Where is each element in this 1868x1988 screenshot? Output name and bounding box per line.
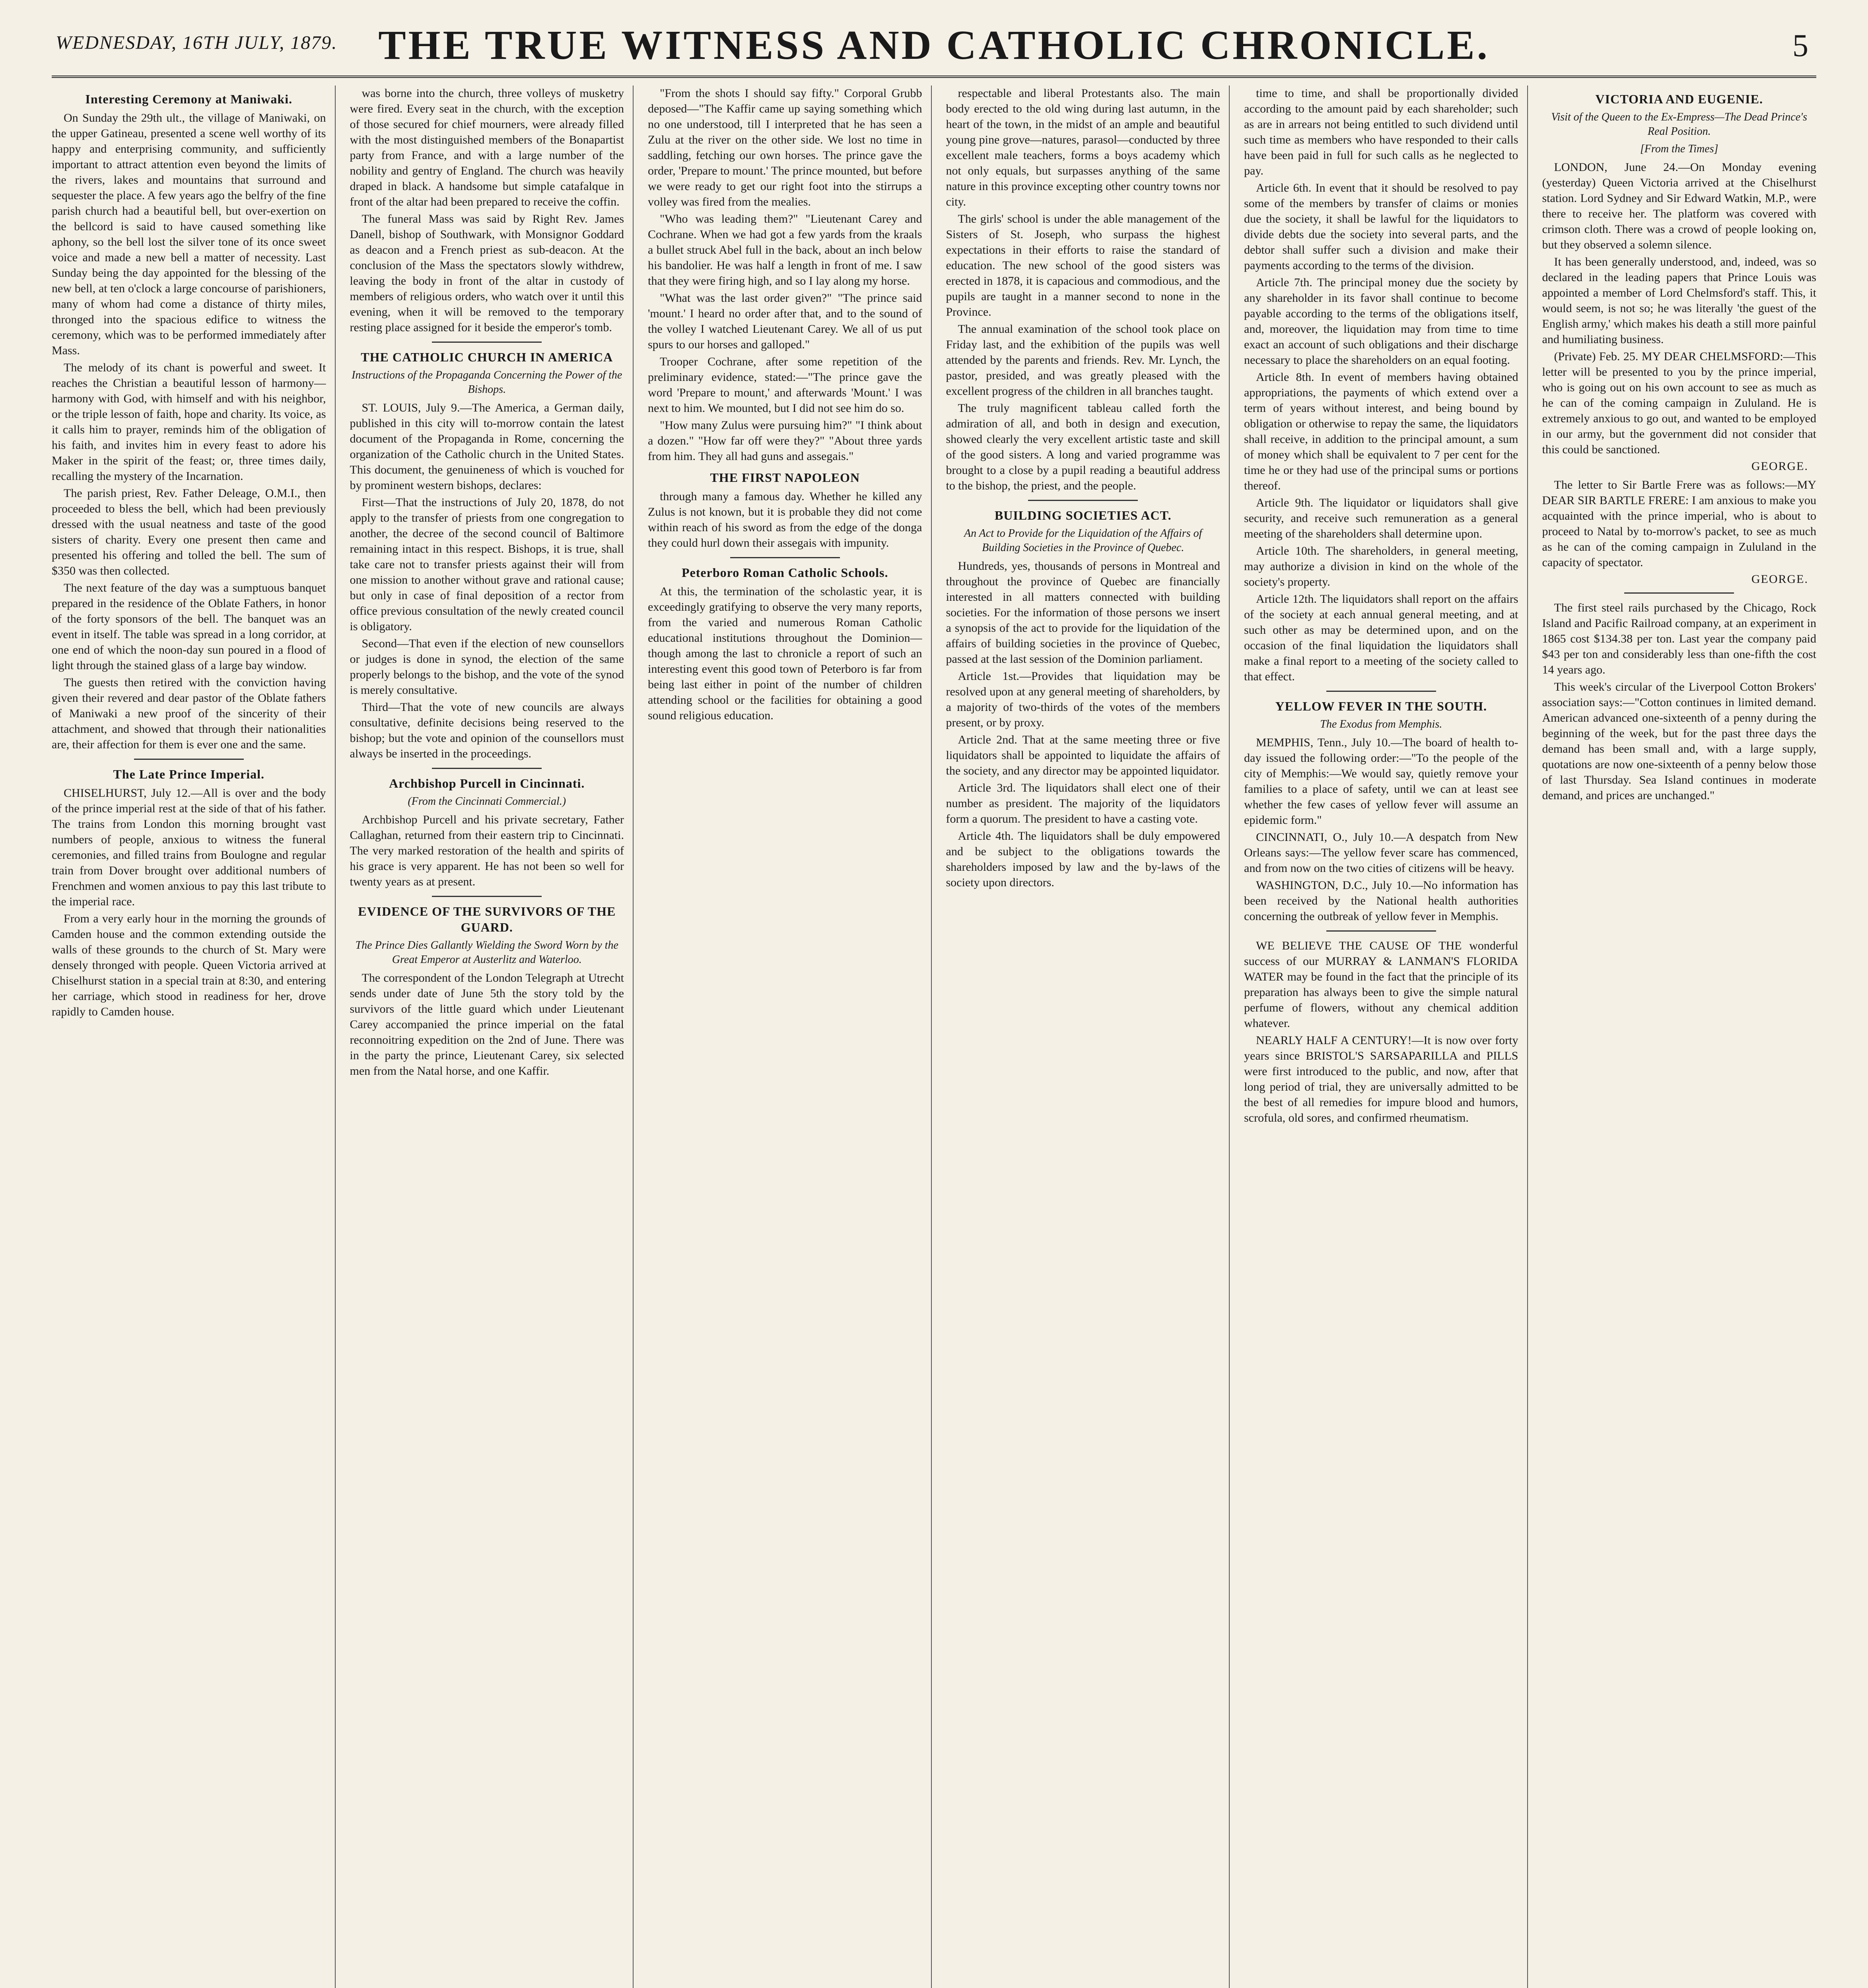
divider <box>432 896 542 897</box>
paragraph: The annual examination of the school took place on Friday last, and the exhibition of the pupils was well attended by the parents and friends. Rev. Mr. Lynch, the pastor, presided, and was greatly pleased with the excellent progress of the children in all branches taught. <box>946 322 1220 398</box>
paragraph: (Private) Feb. 25. MY DEAR CHELMSFORD:—This letter will be presented to you by the prince imperial, who is going out on his own account to see as much as he can of the coming campaign in Zululand. He is extremely anxious to go out, and wanted to be employed in our army, but the government did not consider that this could be sanctioned. <box>1542 350 1816 456</box>
column-5 <box>1244 85 1528 1988</box>
article-subheading: The Prince Dies Gallantly Wielding the Sword Worn by the Great Emperor at Austerlitz and Waterloo. <box>355 939 618 966</box>
article-subheading: The Exodus from Memphis. <box>1320 718 1442 730</box>
letter-signature: GEORGE. <box>1751 573 1808 586</box>
masthead <box>52 16 1816 78</box>
paragraph: Archbishop Purcell and his private secretary, Father Callaghan, returned from their eastern trip to Cincinnati. The very marked restoration of the health and spirits of his grace is very apparent. He has not been so well for twenty years as at present. <box>350 813 624 888</box>
article-heading: VICTORIA AND EUGENIE. <box>1595 92 1763 106</box>
article-heading: The Late Prince Imperial. <box>113 767 264 781</box>
paragraph: From a very early hour in the morning the grounds of Camden house and the common extending outside the walls of these grounds to the church of St. Mary were densely thronged with people. Queen Victoria arrived at Chiselhurst station in a special train at 8:30, and entering her carriage, which stood in readiness for her, drove rapidly to Camden house. <box>52 912 326 1018</box>
paragraph: CHISELHURST, July 12.—All is over and the body of the prince imperial rest at the side of that of his father. The trains from London this morning brought vast numbers of people, anxious to witness the funeral ceremonies, and filled trains from Boulogne and regular train from Dover brought over additional numbers of Frenchmen and women anxious to pay this last tribute to the imperial race. <box>52 786 326 908</box>
article-heading: EVIDENCE OF THE SURVIVORS OF THE GUARD. <box>358 904 616 934</box>
paragraph: Second—That even if the election of new counsellors or judges is done in synod, the election of the same properly belongs to the bishop, and the vote of the synod is merely consultative. <box>350 637 624 697</box>
column-6 <box>1542 85 1817 1988</box>
paragraph: It has been generally understood, and, indeed, was so declared in the leading papers that Prince Louis was appointed a member of Lord Chelmsford's staff. This, it would seem, is not so; he was literally 'the guest of the English army,' which makes his death a still more painful and humiliating business. <box>1542 255 1816 346</box>
page-number: 5 <box>1792 28 1808 63</box>
article-source: [From the Times] <box>1640 143 1718 155</box>
article-heading: THE FIRST NAPOLEON <box>710 470 860 485</box>
paragraph: The guests then retired with the conviction having given their revered and dear pastor of the Oblate fathers of Maniwaki a new proof of the sincerity of their attachment, and showed that through their nationalities are, their affection for them is ever one and the same. <box>52 676 326 751</box>
paragraph: The funeral Mass was said by Right Rev. James Danell, bishop of Southwark, with Monsignor Goddard as deacon and a French priest as sub-deacon. At the conclusion of the Mass the spectators slowly withdrew, leaving the body in front of the altar in custody of members of religious orders, who watch over it until this evening, when it will be removed to the temporary resting place assigned for it beside the emperor's tomb. <box>350 212 624 334</box>
article-heading: Peterboro Roman Catholic Schools. <box>682 565 888 580</box>
article-heading: YELLOW FEVER IN THE SOUTH. <box>1275 699 1487 713</box>
paragraph: The girls' school is under the able management of the Sisters of St. Joseph, who surpass the highest expectations in their efforts to raise the standard of education. The new school of the good sisters was erected in 1878, it is capacious and commodious, and the pupils are taught in a manner second to none in the Province. <box>946 212 1220 318</box>
paragraph: The letter to Sir Bartle Frere was as follows:—MY DEAR SIR BARTLE FRERE: I am anxious to make you acquainted with the prince imperial, who is about to proceed to Natal by to-morrow's packet, to see as much as he can of the coming campaign in Zululand in the capacity of spectator. <box>1542 478 1816 569</box>
letter-signature: GEORGE. <box>1751 460 1808 473</box>
article-subheading: An Act to Provide for the Liquidation of the Affairs of Building Societies in the Province of Quebec. <box>964 527 1202 554</box>
article-heading: Interesting Ceremony at Maniwaki. <box>85 92 293 106</box>
column-4 <box>946 85 1230 1988</box>
article-subheading: (From the Cincinnati Commercial.) <box>408 795 566 808</box>
columns <box>52 85 1816 1988</box>
column-3 <box>648 85 932 1988</box>
paragraph: Article 6th. In event that it should be resolved to pay some of the members by transfer of claims or monies due the society, it shall be lawful for the liquidators to divide debts due the society into several parts, and the debtor shall suffer such a division and make their payments according to the terms of the division. <box>1244 181 1518 272</box>
divider <box>1624 592 1734 594</box>
paragraph: Hundreds, yes, thousands of persons in Montreal and throughout the province of Quebec are financially interested in all matters connected with building societies. For the information of those persons we insert a synopsis of the act to provide for the liquidation of the affairs of building societies in the province of Quebec, passed at the last session of the Dominion parliament. <box>946 559 1220 666</box>
paragraph: ST. LOUIS, July 9.—The America, a German daily, published in this city will to-morrow contain the latest document of the Propaganda in Rome, concerning the organization of the Catholic church in the United States. This document, the genuineness of which is vouched for by prominent western bishops, declares: <box>350 401 624 492</box>
paragraph: "What was the last order given?" "The prince said 'mount.' I heard no order after that, and to the sound of the volley I watched Lieutenant Carey. We all of us put spurs to our horses and galloped." <box>648 291 922 351</box>
article-heading: BUILDING SOCIETIES ACT. <box>994 508 1172 522</box>
paragraph: Trooper Cochrane, after some repetition of the preliminary evidence, stated:—"The prince gave the word 'Prepare to mount,' and afterwards 'Mount.' I was next to him. We mounted, but I did not see him do so. <box>648 355 922 415</box>
paragraph: First—That the instructions of July 20, 1878, do not apply to the transfer of priests from one congregation to another, the decree of the second council of Baltimore remaining intact in this respect. Bishops, it is true, shall take care not to transfer priests against their will from one mission to another without grave and rational cause; but only in case of final deposition of a rector from office previous consultation of the newly created council is obligatory. <box>350 496 624 633</box>
paragraph: The correspondent of the London Telegraph at Utrecht sends under date of June 5th the story told by the survivors of the little guard which under Lieutenant Carey accompanied the prince imperial on the fatal reconnoitring expedition on the 2nd of June. There was in the party the prince, Lieutenant Carey, six selected men from the Natal horse, and one Kaffir. <box>350 971 624 1077</box>
newspaper-title: THE TRUE WITNESS AND CATHOLIC CHRONICLE. <box>378 22 1490 68</box>
article-subheading: Instructions of the Propaganda Concerning the Power of the Bishops. <box>352 369 622 396</box>
paragraph: Article 4th. The liquidators shall be duly empowered and be subject to the obligations towards the shareholders imposed by law and the by-laws of the society upon directors. <box>946 829 1220 889</box>
paragraph: Article 7th. The principal money due the society by any shareholder in its favor shall continue to become payable according to the terms of the obligations itself, and, moreover, the liquidation may from time to time exact an account of such obligations and their discharge necessary to place the shareholders on an equal footing. <box>1244 276 1518 367</box>
paragraph: "How many Zulus were pursuing him?" "I think about a dozen." "How far off were they?" "About three yards from him. They all had guns and assegais." <box>648 419 922 463</box>
advertisement: WE BELIEVE THE CAUSE OF THE wonderful success of our MURRAY & LANMAN'S FLORIDA WATER may be found in the fact that the principle of its preparation has always been to give the simple natural perfume of flowers, without any chemical addition whatever. <box>1244 939 1518 1030</box>
paragraph: LONDON, June 24.—On Monday evening (yesterday) Queen Victoria arrived at the Chiselhurst station. Lord Sydney and Sir Edward Watkin, M.P., were there to receive her. The platform was covered with crimson cloth. There was a crowd of people looking on, but they observed a solemn silence. <box>1542 161 1816 251</box>
paragraph: At this, the termination of the scholastic year, it is exceedingly gratifying to observe the very many reports, from the varied and numerous Roman Catholic educational institutions throughout the Dominion—though among the last to chronicle a report of such an interesting event this good town of Peterboro is far from being last either in point of the number of children attending school or the facilities for obtaining a good sound religious education. <box>648 585 922 722</box>
paragraph: MEMPHIS, Tenn., July 10.—The board of health to-day issued the following order:—"To the people of the city of Memphis:—We would say, quietly remove your families to a place of safety, until we can at least see whether the few cases of yellow fever will assume an epidemic form." <box>1244 736 1518 827</box>
article-subheading: Visit of the Queen to the Ex-Empress—The Dead Prince's Real Position. <box>1551 111 1808 138</box>
article-heading: THE CATHOLIC CHURCH IN AMERICA <box>361 350 613 364</box>
divider <box>730 557 840 558</box>
paragraph: respectable and liberal Protestants also. The main body erected to the old wing during last autumn, in the heart of the town, in the midst of an ample and beautiful young pine grove—natures, parasol—conducted by three excellent male teachers, forms a boys academy which not only equals, but surpasses anything of the same nature in this province excepting other country towns nor city. <box>946 87 1220 208</box>
paragraph: Article 3rd. The liquidators shall elect one of their number as president. The majority of the liquidators form a quorum. The president to have a casting vote. <box>946 781 1220 825</box>
divider <box>1326 691 1436 692</box>
paragraph: Article 12th. The liquidators shall report on the affairs of the society at each annual general meeting, and at such other as may be determined upon, and on the occasion of the final liquidation the liquidators shall make a final report to a meeting of the society called to that effect. <box>1244 592 1518 683</box>
paragraph: On Sunday the 29th ult., the village of Maniwaki, on the upper Gatineau, presented a scene well worthy of its happy and enterprising community, and sufficiently important to attract attention even beyond the limits of the rivers, lakes and mountains that surround and sequester the place. A few years ago the belfry of the fine parish church had a beautiful bell, but over-exertion on the bellcord is said to have caused something like aphony, so the bell lost the silver tone of its once sweet voice and made a new bell a matter of necessity. Last Sunday being the day appointed for the blessing of the new bell, at ten o'clock a large concourse of parishioners, many of whom had come a distance of thirty miles, thronged into the spacious edifice to witness the ceremony, which was to be performed immediately after Mass. <box>52 111 326 357</box>
column-2 <box>350 85 634 1988</box>
article-heading: Archbishop Purcell in Cincinnati. <box>389 776 585 790</box>
paragraph: Article 9th. The liquidator or liquidators shall give security, and receive such remuneration as a general meeting of the shareholders shall determine upon. <box>1244 496 1518 540</box>
paragraph: Article 8th. In event of members having obtained appropriations, the payments of which extend over a term of years without interest, and being bound by obligation or otherwise to repay the same, the liquidators shall receive, in addition to the principal amount, a sum of money which shall be equivalent to 7 per cent for the time he or they had use of the principal sums or portions thereof. <box>1244 371 1518 492</box>
paragraph: The truly magnificent tableau called forth the admiration of all, and both in design and execution, showed clearly the very excellent artistic taste and skill of the good sisters. A long and varied programme was brought to a close by a pupil reading a beautiful address to the bishop, the priest, and the people. <box>946 402 1220 492</box>
column-1 <box>52 85 336 1988</box>
divider <box>1326 930 1436 932</box>
paragraph: The parish priest, Rev. Father Deleage, O.M.I., then proceeded to bless the bell, which had been previously dressed with the usual neatness and taste of the good sisters of charity. Every one present then came and presented his offering and tolled the bell. The sum of $350 was then collected. <box>52 487 326 577</box>
divider <box>134 759 244 760</box>
paragraph: The next feature of the day was a sumptuous banquet prepared in the residence of the Oblate Fathers, in honor of the forty sponsors of the bell. The banquet was an event in itself. The table was spread in a long corridor, at one end of which the noon-day sun poured in a flood of light through the stained glass of a large bay window. <box>52 581 326 672</box>
paragraph: The melody of its chant is powerful and sweet. It reaches the Christian a beautiful lesson of harmony—harmony with God, with himself and with his neighbor, or the triple lesson of faith, hope and charity. Its voice, as it calls him to prayer, reminds him of the obligation of his faith, and invites him in every feast to adore his Maker in the spirit of the feast; or, three times daily, recalling the mystery of the Incarnation. <box>52 361 326 483</box>
paragraph: time to time, and shall be proportionally divided according to the amount paid by each shareholder; such as are in arrears not being entitled to such dividend until such time as members who have responded to their calls have been paid in full for such calls as he neglected to pay. <box>1244 87 1518 177</box>
advertisement: NEARLY HALF A CENTURY!—It is now over forty years since BRISTOL'S SARSAPARILLA and PILLS were first introduced to the public, and now, after that long period of trial, they are universally admitted to be the best of all remedies for impure blood and humors, scrofula, old sores, and confirmed rheumatism. <box>1244 1034 1518 1124</box>
paragraph: The first steel rails purchased by the Chicago, Rock Island and Pacific Railroad company, at an experiment in 1865 cost $134.38 per ton. Last year the company paid $43 per ton and considerably less than one-fifth the cost 14 years ago. <box>1542 601 1816 676</box>
paragraph: CINCINNATI, O., July 10.—A despatch from New Orleans says:—The yellow fever scare has commenced, and from now on the two cities of citizens will be heavy. <box>1244 831 1518 875</box>
divider <box>432 342 542 343</box>
issue-date: WEDNESDAY, 16TH JULY, 1879. <box>56 32 338 53</box>
paragraph: Article 2nd. That at the same meeting three or five liquidators shall be appointed to liquidate the affairs of the society, and any director may be appointed liquidator. <box>946 733 1220 777</box>
divider <box>1028 500 1138 501</box>
paragraph: "Who was leading them?" "Lieutenant Carey and Cochrane. When we had got a few yards from the kraals a bullet struck Abel full in the back, about an inch below his bandolier. He was half a length in front of me. I saw that they were firing high, and so I lay along my horse. <box>648 212 922 287</box>
paragraph: "From the shots I should say fifty." Corporal Grubb deposed—"The Kaffir came up saying something which no one understood, till I interpreted that he has seen a Zulu at the river on the other side. We lost no time in saddling, fetching our own horses. The prince gave the order, 'Prepare to mount.' The prince mounted, but before we were ready to get our right foot into the stirrups a volley was fired from the mealies. <box>648 87 922 208</box>
paragraph: WASHINGTON, D.C., July 10.—No information has been received by the National health authorities concerning the outbreak of yellow fever in Memphis. <box>1244 879 1518 923</box>
paragraph: Article 10th. The shareholders, in general meeting, may authorize a division in kind on the whole of the society's property. <box>1244 544 1518 588</box>
divider <box>432 768 542 769</box>
paragraph: Article 1st.—Provides that liquidation may be resolved upon at any general meeting of shareholders, by a majority of two-thirds of the votes of the members present, or by proxy. <box>946 670 1220 729</box>
paragraph: This week's circular of the Liverpool Cotton Brokers' association says:—"Cotton continues in limited demand. American advanced one-sixteenth of a penny during the beginning of the week, but for the past three days the demand has been small and, with a large supply, quotations are now one-sixteenth of a penny below those of last Thursday. Sea Island continues in moderate demand, and prices are unchanged." <box>1542 680 1816 802</box>
paragraph: was borne into the church, three volleys of musketry were fired. Every seat in the church, with the exception of those secured for chief mourners, were already filled with the most distinguished members of the Bonapartist party from France, and with a large number of the nobility and gentry of England. The church was heavily draped in black. A handsome but simple catafalque in front of the altar had been prepared to receive the coffin. <box>350 87 624 208</box>
paragraph: Third—That the vote of new councils are always consultative, definite decisions being reserved to the bishop; but the vote and opinion of the counsellors must always be inserted in the proceedings. <box>350 701 624 760</box>
paragraph: through many a famous day. Whether he killed any Zulus is not known, but it is probable they did not come within reach of his sword as from the edge of the donga they could hurl down their assegais with impunity. <box>648 490 922 549</box>
